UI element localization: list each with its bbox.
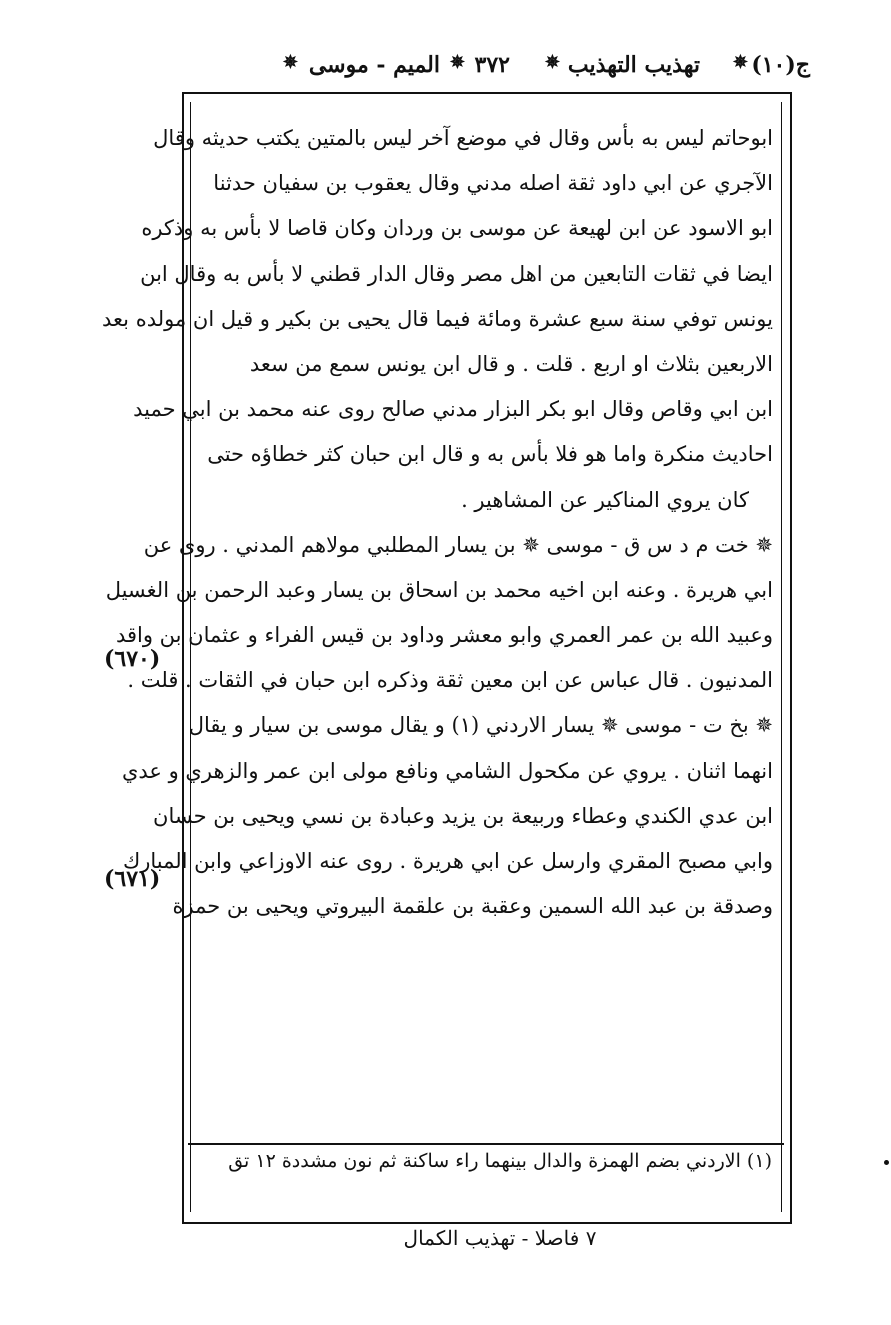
text-line: ايضا في ثقات التابعين من اهل مصر وقال الدار قطني لا بأس به وقال ابن	[140, 261, 773, 286]
entry-heading-670: ✵ خت م د س ق - موسى ✵ بن يسار المطلبي مولاهم المدني . روى عن	[143, 532, 773, 557]
bottom-divider	[182, 1222, 792, 1224]
text-line: يونس توفي سنة سبع عشرة ومائة فيما قال يحيى بن بكير و قيل ان مولده بعد	[102, 306, 773, 331]
page-header	[170, 52, 810, 88]
text-line: المدنيون . قال عباس عن ابن معين ثقة وذكره ابن حبان في الثقات . قلت .	[127, 668, 773, 693]
text-line: الاربعين بثلاث او اربع . قلت . و قال ابن يونس سمع من سعد	[249, 351, 773, 376]
text-line: ابن ابي وقاص وقال ابو بكر البزار مدني صالح روى عنه محمد بن ابي حميد	[133, 397, 773, 422]
entry-number-671: (٦٧١)	[104, 866, 161, 892]
ornament-icon: ✵	[449, 52, 465, 73]
footnote: (١) الاردني بضم الهمزة والدال بينهما راء ساكنة ثم نون مشددة ١٢ تق	[228, 1150, 772, 1172]
scan-mark	[884, 1160, 889, 1165]
volume-number: ج(١٠)	[751, 52, 810, 78]
signature-line: ٧ فاصلا - تهذيب الكمال	[403, 1226, 597, 1250]
text-line: وصدقة بن عبد الله السمين وعقبة بن علقمة البيروتي ويحيى بن حمزة	[172, 894, 773, 919]
ornament-icon: ✵	[544, 52, 560, 73]
text-line: وعبيد الله بن عمر العمري وابو معشر وداود بن قيس الفراء و عثمان بن واقد	[115, 623, 773, 648]
text-line: انهما اثنان . يروي عن مكحول الشامي ونافع مولى ابن عمر والزهري و عدي	[121, 758, 773, 783]
text-line: وابي مصبح المقري وارسل عن ابي هريرة . روى عنه الاوزاعي وابن المبارك	[122, 849, 773, 873]
page-number: ٣٧٢	[474, 52, 510, 78]
text-line: احاديث منكرة واما هو فلا بأس به و قال ابن حبان كثر خطاؤه حتى	[207, 442, 773, 467]
text-line: الآجري عن ابي داود ثقة اصله مدني وقال يعقوب بن سفيان حدثنا	[213, 171, 773, 196]
ornament-icon: ✵	[732, 52, 748, 73]
book-title: تهذيب التهذيب	[567, 52, 700, 78]
text-line: ابو الاسود عن ابن لهيعة عن موسى بن وردان وكان قاصا لا بأس به وذكره	[141, 216, 773, 241]
text-line: كان يروي المناكير عن المشاهير .	[461, 487, 749, 512]
footnote-divider	[188, 1143, 784, 1145]
entry-heading-671: ✵ بخ ت - موسى ✵ يسار الاردني (١) و يقال موسى بن سيار و يقال	[188, 713, 773, 738]
text-line: ابوحاتم ليس به بأس وقال في موضع آخر ليس بالمتين يكتب حديثه وقال	[153, 126, 773, 150]
ornament-icon: ✵	[282, 52, 298, 73]
text-line: ابي هريرة . وعنه ابن اخيه محمد بن اسحاق بن يسار وعبد الرحمن بن الغسيل	[105, 577, 773, 602]
section-title: الميم - موسى	[308, 52, 440, 78]
entry-number-670: (٦٧٠)	[104, 646, 161, 672]
text-line: ابن عدي الكندي وعطاء وربيعة بن يزيد وعبادة بن نسي ويحيى بن حسان	[153, 803, 773, 828]
